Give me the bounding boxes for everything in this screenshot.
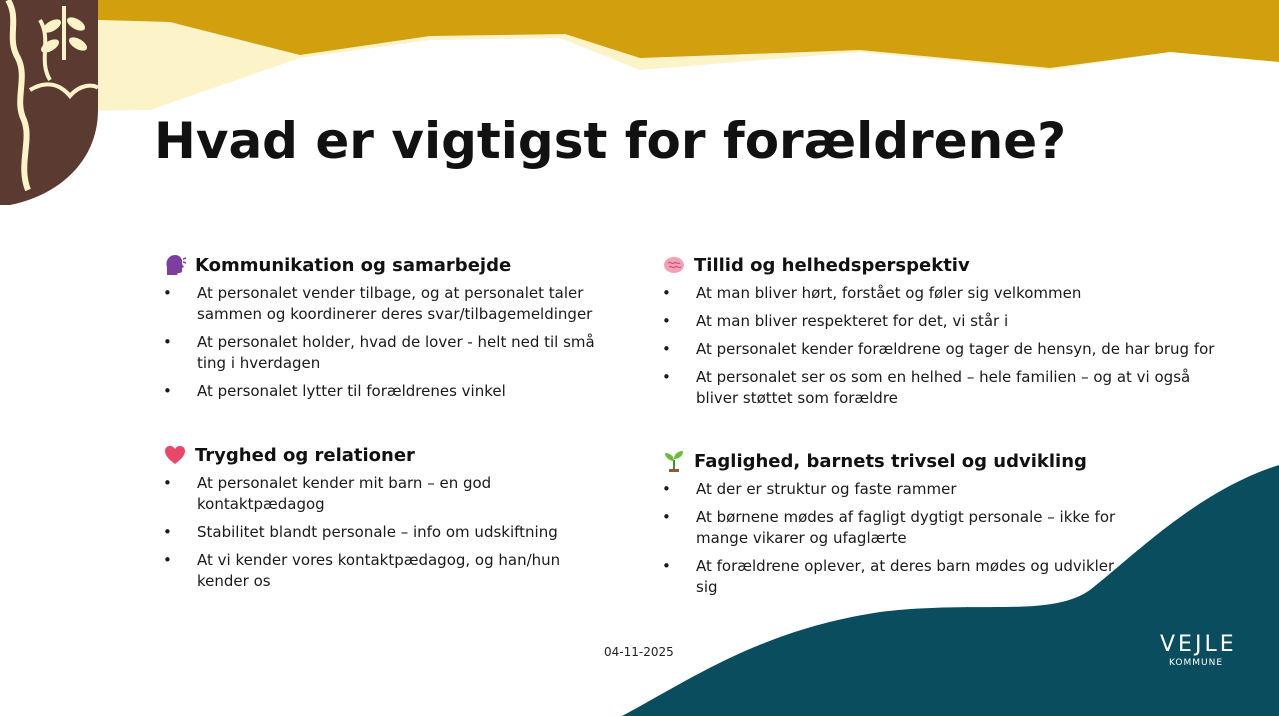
section-header [662,251,1222,279]
list-item: • At vi kender vores kontaktpædagog, og han/hun kender os [163,551,561,590]
list-item: • At forældrene oplever, at deres barn mødes og udvikler sig [662,557,1115,596]
section-header [662,447,1122,475]
vejle-kommune-logo [1160,632,1237,673]
list-item: • At personalet ser os som en helhed – hele familien – og at vi også bliver støttet som forældre [662,368,1191,407]
section-title: Tryghed og relationer [195,444,415,466]
list-item: • At personalet kender forældrene og tager de hensyn, de har brug for [662,340,1215,358]
heart-icon [163,443,187,467]
section-header [163,441,563,469]
section-title: Tillid og helhedsperspektiv [694,254,970,276]
list-item: • At børnene mødes af fagligt dygtigt personale – ikke for mange vikarer og ufaglærte [662,508,1116,547]
bullet-list [163,473,563,592]
list-item: • At man bliver respekteret for det, vi står i [662,312,1009,330]
bullet-list [163,283,613,402]
bullet-list [662,283,1222,409]
list-item: • At personalet vender tilbage, og at personalet taler sammen og koordinerer deres svar/tilbagemeldinger [163,284,593,323]
section-tryghed [163,441,563,599]
brain-icon [662,253,686,277]
logo-wordmark: VEJLE [1160,632,1237,657]
section-faglighed [662,447,1122,605]
section-kommunikation [163,251,613,409]
list-item: • At man bliver hørt, forstået og føler sig velkommen [662,284,1082,302]
section-title: Faglighed, barnets trivsel og udvikling [694,450,1087,472]
list-item: • At personalet kender mit barn – en god kontaktpædagog [163,474,492,513]
emblem-logo [0,0,98,205]
slide-date: 04-11-2025 [604,645,674,659]
logo-subtitle: KOMMUNE [1168,658,1224,668]
bullet-list [662,479,1122,598]
speaking-head-icon [163,253,187,277]
section-title: Kommunikation og samarbejde [195,254,512,276]
list-item: • At personalet holder, hvad de lover - helt ned til små ting i hverdagen [163,333,595,372]
seedling-icon [662,449,686,473]
list-item: • At personalet lytter til forældrenes vinkel [163,382,506,400]
list-item: • At der er struktur og faste rammer [662,480,957,498]
page-title: Hvad er vigtigst for forældrene? [154,112,1067,170]
section-tillid [662,251,1222,416]
section-header [163,251,613,279]
list-item: • Stabilitet blandt personale – info om udskiftning [163,523,558,541]
